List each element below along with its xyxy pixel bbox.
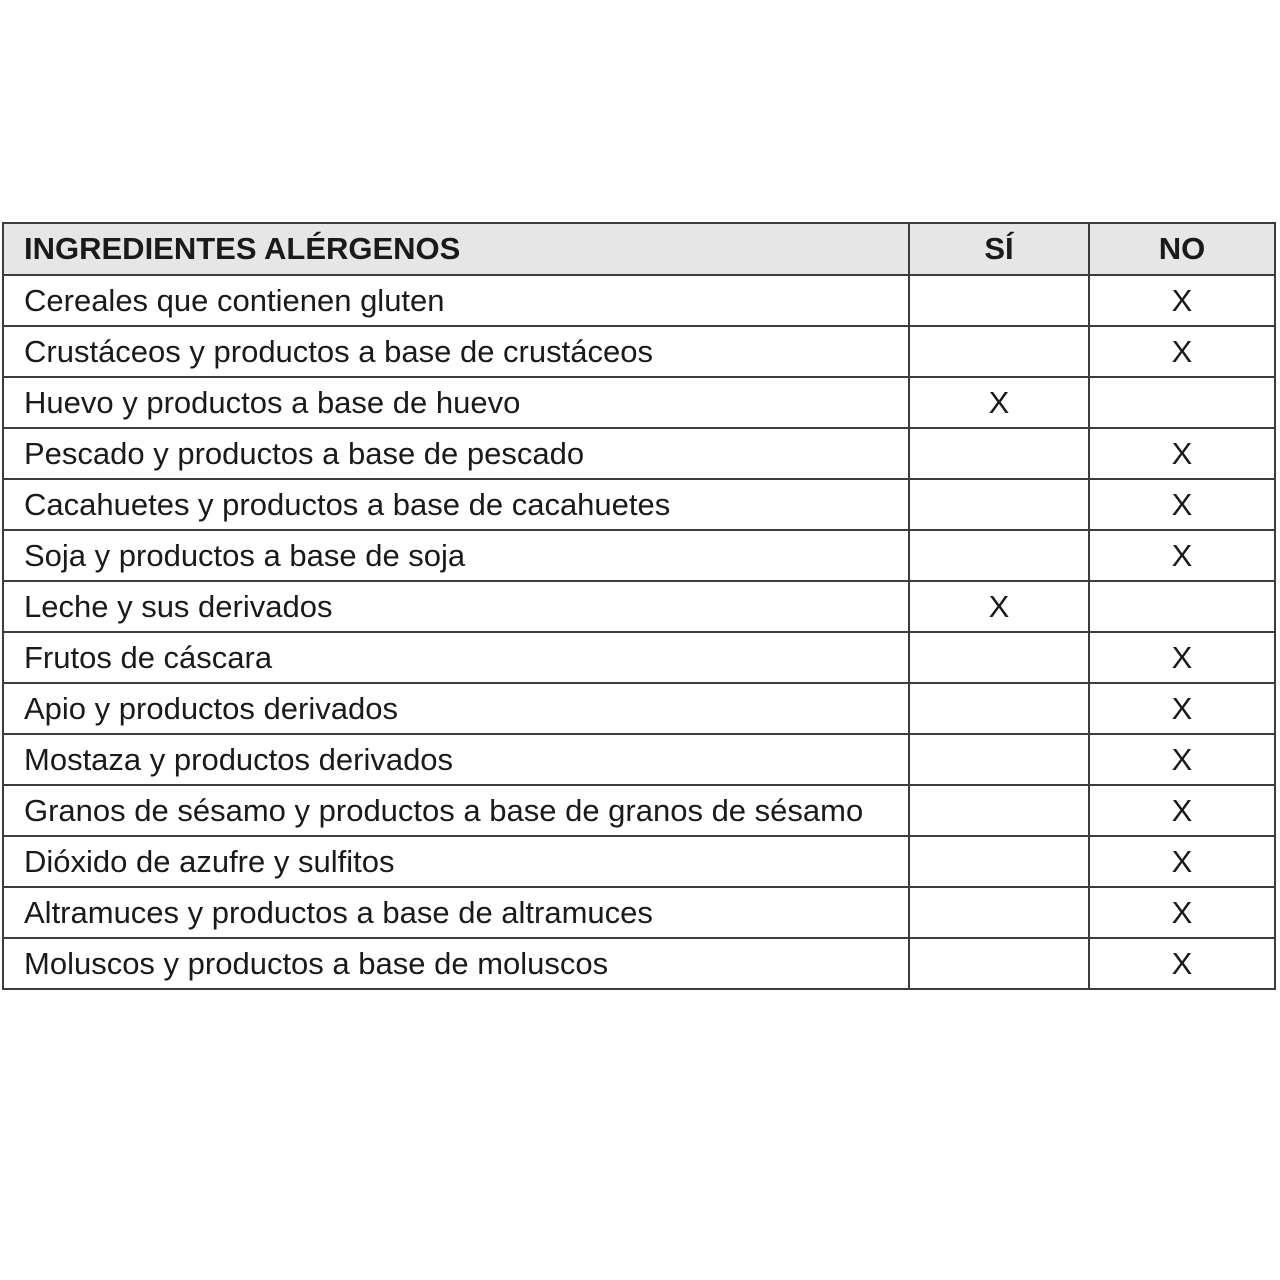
ingredient-cell: Moluscos y productos a base de moluscos [3, 938, 909, 989]
yes-cell [909, 428, 1089, 479]
no-cell [1089, 581, 1275, 632]
table-header [3, 223, 1275, 275]
no-cell: X [1089, 326, 1275, 377]
ingredient-cell: Apio y productos derivados [3, 683, 909, 734]
table-row [3, 683, 1275, 734]
table-row [3, 632, 1275, 683]
no-cell: X [1089, 836, 1275, 887]
table-row [3, 377, 1275, 428]
ingredient-cell: Dióxido de azufre y sulfitos [3, 836, 909, 887]
yes-cell [909, 479, 1089, 530]
table-row [3, 326, 1275, 377]
ingredient-cell: Pescado y productos a base de pescado [3, 428, 909, 479]
table-row [3, 938, 1275, 989]
table-body [3, 275, 1275, 989]
yes-cell [909, 734, 1089, 785]
header-yes: SÍ [909, 223, 1089, 275]
yes-cell [909, 632, 1089, 683]
no-cell: X [1089, 479, 1275, 530]
yes-cell [909, 887, 1089, 938]
no-cell: X [1089, 785, 1275, 836]
table-row [3, 479, 1275, 530]
ingredient-cell: Huevo y productos a base de huevo [3, 377, 909, 428]
header-ingredient: INGREDIENTES ALÉRGENOS [3, 223, 909, 275]
table-row [3, 836, 1275, 887]
yes-cell [909, 938, 1089, 989]
yes-cell [909, 326, 1089, 377]
no-cell: X [1089, 683, 1275, 734]
ingredient-cell: Leche y sus derivados [3, 581, 909, 632]
ingredient-cell: Granos de sésamo y productos a base de granos de sésamo [3, 785, 909, 836]
table-row [3, 785, 1275, 836]
yes-cell [909, 275, 1089, 326]
ingredient-cell: Mostaza y productos derivados [3, 734, 909, 785]
ingredient-cell: Crustáceos y productos a base de crustáceos [3, 326, 909, 377]
yes-cell [909, 836, 1089, 887]
no-cell [1089, 377, 1275, 428]
ingredient-cell: Frutos de cáscara [3, 632, 909, 683]
ingredient-cell: Altramuces y productos a base de altramuces [3, 887, 909, 938]
no-cell: X [1089, 734, 1275, 785]
no-cell: X [1089, 887, 1275, 938]
table-row [3, 275, 1275, 326]
allergen-table [2, 222, 1276, 990]
table-row [3, 428, 1275, 479]
table-row [3, 734, 1275, 785]
no-cell: X [1089, 938, 1275, 989]
table-row [3, 581, 1275, 632]
no-cell: X [1089, 530, 1275, 581]
yes-cell: X [909, 581, 1089, 632]
ingredient-cell: Cacahuetes y productos a base de cacahuetes [3, 479, 909, 530]
yes-cell [909, 683, 1089, 734]
yes-cell [909, 785, 1089, 836]
header-no: NO [1089, 223, 1275, 275]
yes-cell: X [909, 377, 1089, 428]
table-row [3, 887, 1275, 938]
table-row [3, 530, 1275, 581]
ingredient-cell: Soja y productos a base de soja [3, 530, 909, 581]
ingredient-cell: Cereales que contienen gluten [3, 275, 909, 326]
no-cell: X [1089, 275, 1275, 326]
no-cell: X [1089, 428, 1275, 479]
no-cell: X [1089, 632, 1275, 683]
header-row [3, 223, 1275, 275]
yes-cell [909, 530, 1089, 581]
